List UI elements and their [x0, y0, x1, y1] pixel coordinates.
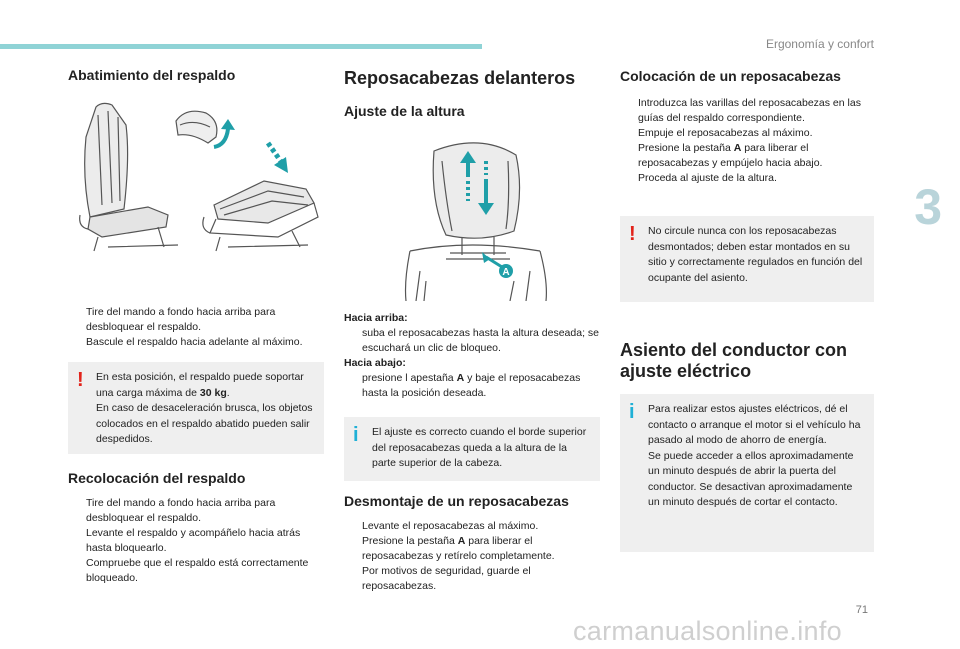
info-box-electrico: i Para realizar estos ajustes eléctricos, dé el contacto o arranque el motor si el vehículo ha pasado al modo de ahorro de energía. Se puede acceder a ellos aproximadamente un minuto después de abrir la puerta del conductor. Se desactivan aproximadamente un minuto después de cortar el contacto.: [620, 394, 874, 552]
list-item: presione l apestaña A y baje el reposacabezas hasta la posición deseada.: [362, 372, 581, 399]
seat-fold-figure: [68, 97, 324, 257]
list-item: Levante el reposacabezas al máximo.: [362, 520, 539, 532]
column-middle: [344, 60, 600, 594]
headrest-figure: [390, 131, 560, 301]
list-item: Presione la pestaña A para liberar el reposacabezas y empújelo hacia abajo.: [638, 142, 823, 169]
info-box-ajuste: i El ajuste es correcto cuando el borde superior del reposacabezas queda a la altura de la parte superior de la cabeza.: [344, 417, 600, 481]
column-left: [68, 60, 324, 586]
warning-icon: !: [629, 223, 636, 245]
watermark-text: carmanualsonline.info: [573, 616, 842, 646]
heading-abatimiento: Abatimiento del respaldo: [68, 67, 236, 83]
section-title: Ergonomía y confort: [765, 37, 874, 51]
recolocacion-steps: [68, 496, 324, 586]
list-item: Compruebe que el respaldo está correctamente bloqueado.: [86, 557, 309, 584]
column-right: [620, 60, 874, 552]
list-item: Tire del mando a fondo hacia arriba para desbloquear el respaldo.: [86, 306, 276, 333]
abatimiento-steps: [68, 305, 324, 350]
heading-asiento-electrico: Asiento del conductor con ajuste eléctrico: [620, 340, 848, 381]
list-item: Por motivos de seguridad, guarde el reposacabezas.: [362, 565, 531, 592]
seat-fold-illustration: [68, 97, 324, 257]
list-item: Proceda al ajuste de la altura.: [638, 172, 777, 184]
ajuste-instructions: Hacia arriba: suba el reposacabezas hasta la altura deseada; se escuchará un clic de bloqueo. Hacia abajo: presione l apestaña A y baje el reposacabezas hasta la posición deseada.: [344, 312, 599, 399]
chapter-number: 3: [914, 179, 942, 235]
list-item: suba el reposacabezas hasta la altura deseada; se escuchará un clic de bloqueo.: [362, 327, 599, 354]
list-item: Bascule el respaldo hacia adelante al máximo.: [86, 336, 303, 348]
list-item: Presione la pestaña A para liberar el reposacabezas y retírelo completamente.: [362, 535, 555, 562]
warning-icon: !: [77, 369, 84, 391]
list-item: Tire del mando a fondo hacia arriba para desbloquear el respaldo.: [86, 497, 276, 524]
list-item: Empuje el reposacabezas al máximo.: [638, 127, 813, 139]
desmontaje-steps: [344, 519, 600, 594]
heading-desmontaje: Desmontaje de un reposacabezas: [344, 493, 569, 509]
list-item: Introduzca las varillas del reposacabezas en las guías del respaldo correspondiente.: [638, 97, 861, 124]
heading-ajuste-altura: Ajuste de la altura: [344, 103, 465, 119]
warning-box-load: ! En esta posición, el respaldo puede soportar una carga máxima de 30 kg. En caso de desaceleración brusca, los objetos colocados en el respaldo abatido pueden salir despedidos.: [68, 362, 324, 454]
colocacion-steps: [620, 96, 874, 186]
page-number: 71: [855, 604, 868, 616]
warning-box-reposacabezas: ! No circule nunca con los reposacabezas desmontados; deben estar montados en su sitio y correctamente regulados en función del ocupante del asiento.: [620, 216, 874, 302]
info-icon: i: [629, 401, 635, 423]
info-icon: i: [353, 424, 359, 446]
header-accent-bar: [0, 44, 482, 49]
headrest-illustration: [390, 131, 600, 301]
list-item: Levante el respaldo y acompáñelo hacia atrás hasta bloquearlo.: [86, 527, 301, 554]
heading-reposacabezas: Reposacabezas delanteros: [344, 68, 576, 88]
heading-colocacion: Colocación de un reposacabezas: [620, 68, 841, 84]
heading-recolocacion: Recolocación del respaldo: [68, 470, 246, 486]
figure-label-a: A: [502, 267, 510, 278]
